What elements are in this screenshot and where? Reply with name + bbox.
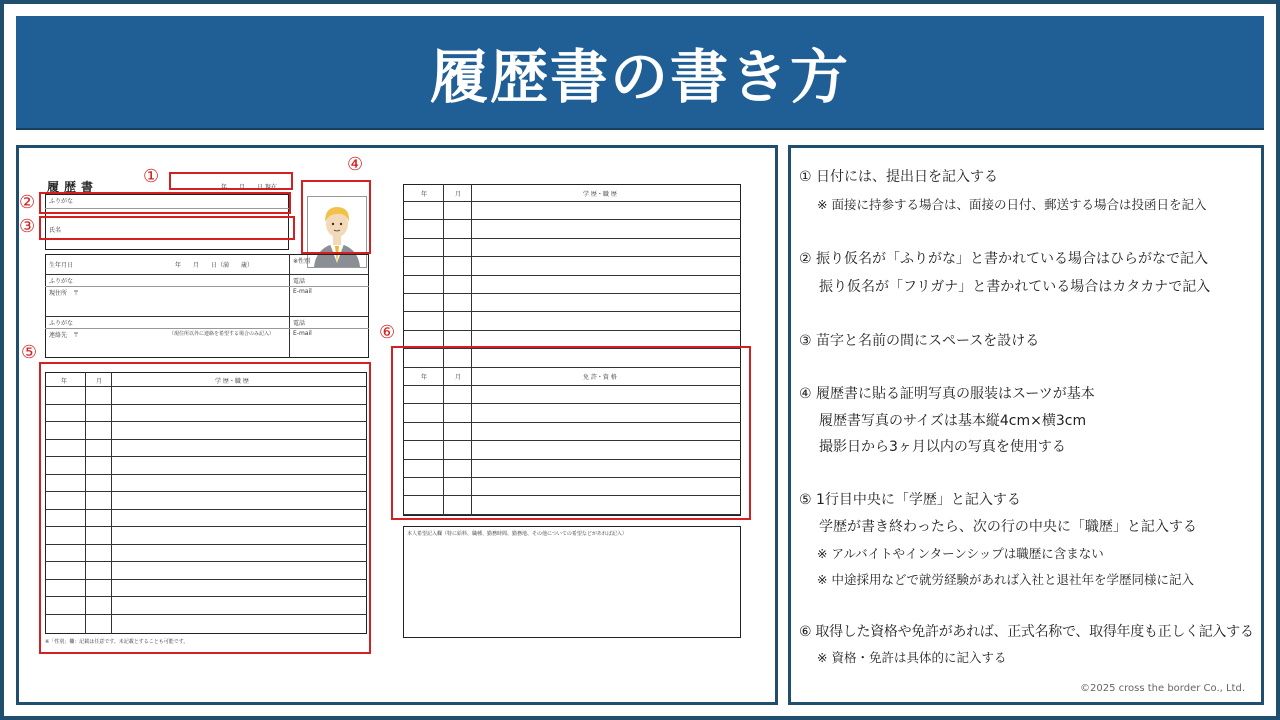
explanation-5: ⑤ 1行目中央に「学歴」と記入する: [799, 492, 1021, 508]
highlight-date: [169, 172, 293, 190]
history2-row-line: [403, 201, 741, 202]
highlight-license: [391, 346, 751, 520]
history2-row-line: [403, 275, 741, 276]
explanation-1: ① 日付には、提出日を記入する: [799, 169, 999, 185]
contact-note: （現住所以外に連絡を希望する場合のみ記入）: [169, 331, 275, 337]
phone-label-2: 電話: [293, 320, 306, 327]
explanation-5-note-1: ※ アルバイトやインターンシップは職歴に含まない: [817, 546, 1104, 561]
history2-col-year: 年: [421, 191, 428, 198]
resume-illustration-panel: [16, 145, 778, 705]
history-footnote: ※「性別」欄：記載は任意です。未記載とすることも可能です。: [45, 639, 189, 645]
explanation-2-sub: 振り仮名が「フリガナ」と書かれている場合はカタカナで記入: [819, 279, 1211, 295]
explanation-4-sub2: 撮影日から3ヶ月以内の写真を使用する: [819, 439, 1066, 455]
history2-col-month: 月: [455, 191, 462, 198]
birth-date: 年 月 日（満 歳）: [175, 262, 254, 269]
marker-3: ③: [19, 216, 36, 237]
history2-col-history: 学 歴・職 歴: [583, 191, 617, 198]
phone-label: 電話: [293, 278, 306, 285]
email-label: E-mail: [293, 288, 312, 295]
explanation-4: ④ 履歴書に貼る証明写真の服装はスーツが基本: [799, 386, 1095, 402]
gender-label: ※性別: [293, 258, 311, 265]
history2-row-line: [403, 293, 741, 294]
birth-label: 生年月日: [49, 262, 74, 269]
marker-6: ⑥: [379, 322, 396, 343]
explanation-6-note: ※ 資格・免許は具体的に記入する: [817, 650, 1007, 665]
explanation-1-note: ※ 面接に持参する場合は、面接の日付、郵送する場合は投函日を記入: [817, 197, 1207, 212]
request-label: 本人希望記入欄（特に給料、職種、勤務時間、勤務地、その他についての希望などがあれば記入）: [407, 531, 627, 537]
marker-1: ①: [143, 166, 160, 187]
page-title: 履歴書の書き方: [429, 43, 850, 111]
license-col-license: 免 許・資 格: [583, 374, 617, 381]
explanation-2: ② 振り仮名が「ふりがな」と書かれている場合はひらがなで記入: [799, 251, 1208, 267]
history2-row-line: [403, 311, 741, 312]
copyright: ©2025 cross the border Co., Ltd.: [1080, 683, 1245, 694]
title-banner: [16, 16, 1264, 130]
email-label-2: E-mail: [293, 330, 312, 337]
history2-row-line: [403, 330, 741, 331]
explanation-4-sub: 履歴書写真のサイズは基本縦4cm×横3cm: [819, 413, 1087, 429]
explanation-5-sub: 学歴が書き終わったら、次の行の中央に「職歴」と記入する: [819, 519, 1197, 535]
contact-label: 連絡先 〒: [49, 332, 80, 339]
history2-row-line: [403, 238, 741, 239]
request-box: [403, 526, 741, 638]
license-col-year: 年: [421, 374, 428, 381]
explanation-3: ③ 苗字と名前の間にスペースを設ける: [799, 333, 1040, 349]
explanation-5-note-2: ※ 中途採用などで就労経験があれば入社と退社年を学歴同様に記入: [817, 572, 1194, 587]
marker-5: ⑤: [21, 342, 38, 363]
explanation-6: ⑥ 取得した資格や免許があれば、正式名称で、取得年度も正しく記入する: [799, 624, 1254, 640]
current-address-label: 現住所 〒: [49, 290, 80, 297]
date-line: 年 月 日 現在: [221, 184, 277, 191]
history-col-history: 学 歴・職 歴: [215, 378, 249, 385]
address-table: [45, 254, 369, 358]
history2-row-line: [403, 219, 741, 220]
furigana-address: ふりがな: [49, 278, 74, 285]
furigana-contact: ふりがな: [49, 320, 74, 327]
name-label: 氏名: [49, 227, 62, 234]
history-col-year: 年: [61, 378, 68, 385]
furigana-label: ふりがな: [49, 198, 74, 205]
history-col-month: 月: [96, 378, 103, 385]
highlight-name: [39, 216, 295, 240]
license-col-month: 月: [455, 374, 462, 381]
marker-2: ②: [19, 192, 36, 213]
resume-heading: 履歴書: [47, 180, 99, 194]
highlight-history: [39, 362, 371, 654]
highlight-furigana: [39, 192, 291, 214]
history2-row-line: [403, 256, 741, 257]
highlight-photo: [301, 180, 371, 254]
explanation-panel: [788, 145, 1264, 705]
marker-4: ④: [347, 154, 364, 175]
